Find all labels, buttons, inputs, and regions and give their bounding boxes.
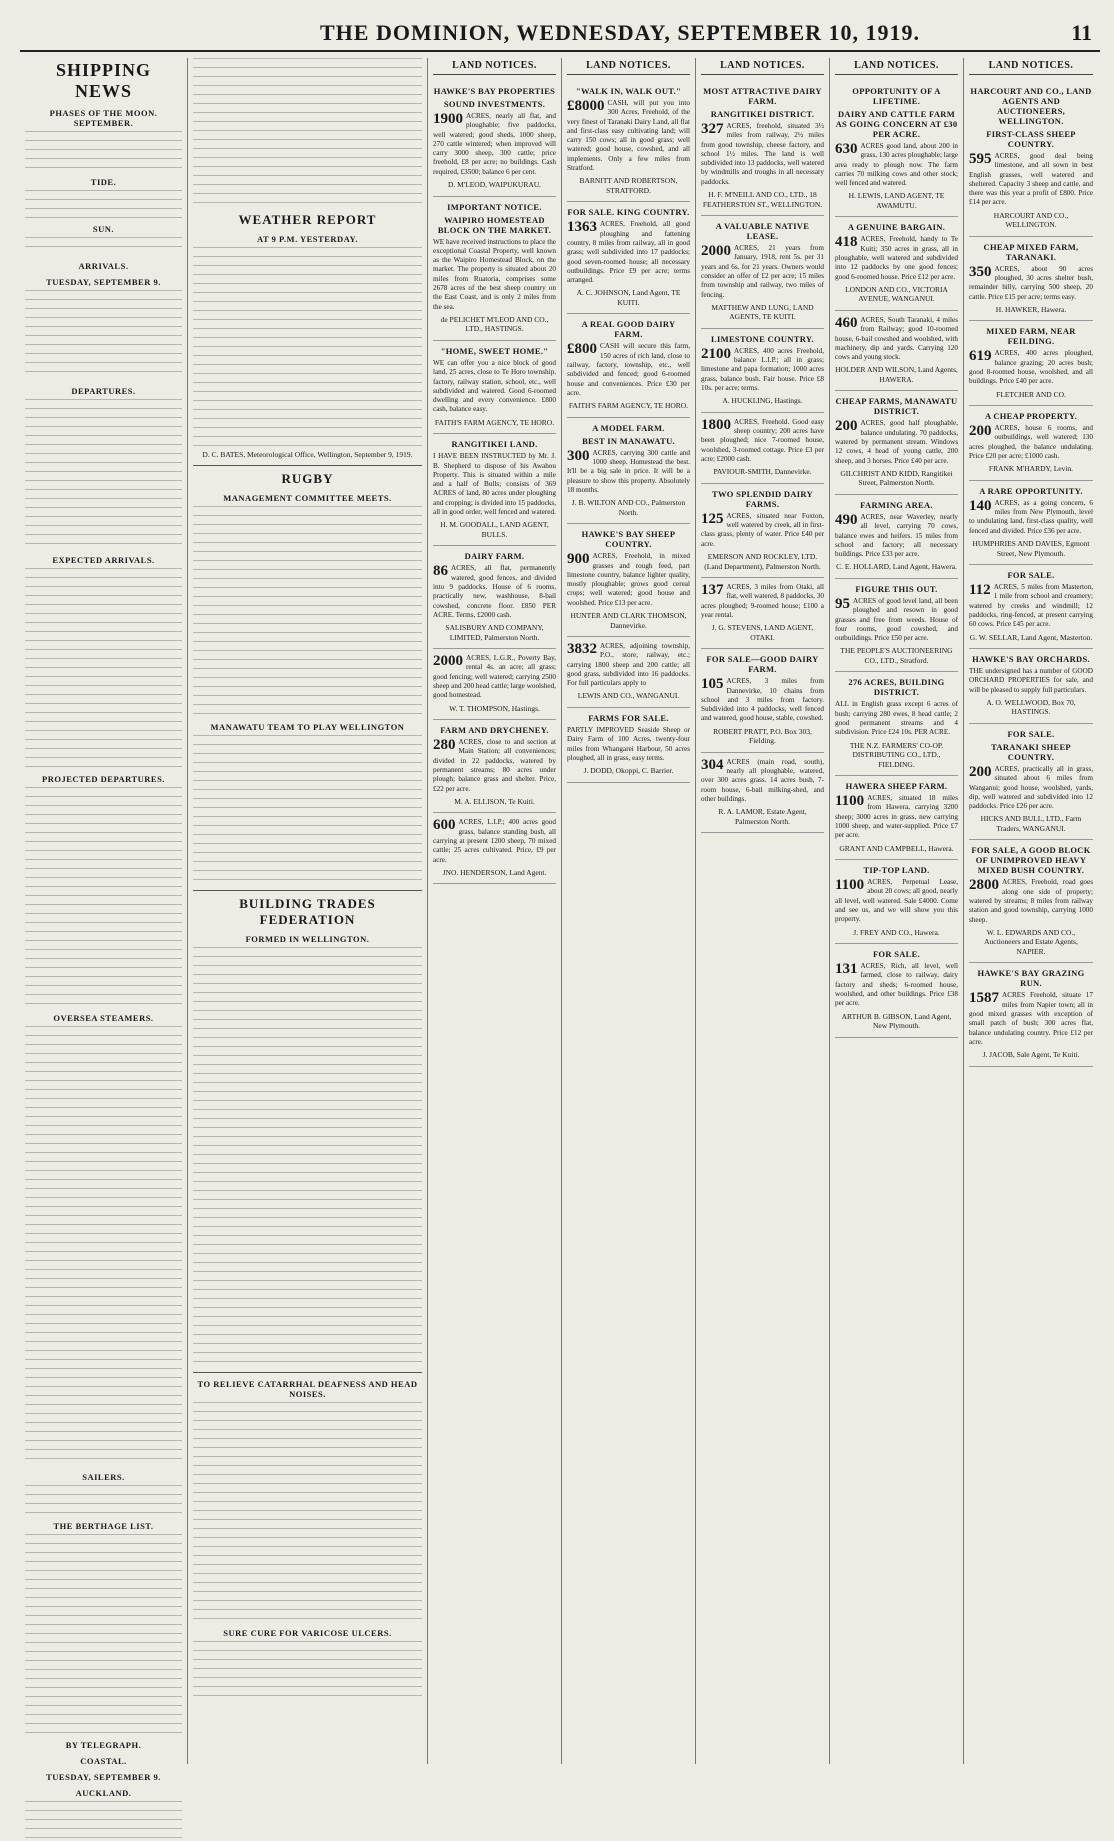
- notice-body: [835, 316, 958, 362]
- notice-text: CASH will secure this farm, 150 acres of rich land, close to railway, factory, township, etc., well subdivided and fenced; good 6-roomed house and conveniences. Price £30 per acre.: [567, 342, 690, 397]
- notice-lead-number: 140: [969, 497, 992, 514]
- notice-lead-number: 327: [701, 121, 724, 137]
- notice-body: [701, 418, 824, 464]
- land-notice: [969, 840, 1093, 963]
- notice-signature: W. L. EDWARDS AND CO., Auctioneers and Estate Agents, NAPIER.: [984, 927, 1078, 956]
- notice-signature: BARNITT AND ROBERTSON, STRATFORD.: [579, 176, 678, 195]
- notice-title: HAWERA SHEEP FARM.: [845, 781, 948, 792]
- notice-title: FOR SALE.: [1007, 570, 1055, 581]
- notice-signature: H. M. GOODALL, LAND AGENT, BULLS.: [440, 520, 549, 539]
- notice-title: IMPORTANT NOTICE.: [447, 201, 542, 212]
- notice-title: A REAL GOOD DAIRY FARM.: [581, 319, 676, 340]
- land-notice: [969, 237, 1093, 322]
- notice-body: [969, 265, 1093, 302]
- notice-body: [433, 452, 556, 517]
- notice-lead-number: 619: [969, 348, 992, 365]
- notice-title: LIMESTONE COUNTRY.: [711, 333, 814, 344]
- notice-signature: M. A. ELLISON, Te Kuiti.: [454, 796, 535, 806]
- notice-signature: J. G. STEVENS, LAND AGENT, OTAKI.: [711, 623, 814, 642]
- shipping-title: SHIPPING NEWS: [55, 60, 151, 101]
- notice-text: ACRES, L.I.P.; 400 acres good grass, balance standing bush, all carrying at present 1200 sheep, 70 mixed cattle; 25 acres cultivated. Price, £9 per acre.: [433, 818, 556, 864]
- notice-subtitle: SOUND INVESTMENTS.: [443, 99, 546, 109]
- notice-title: TWO SPLENDID DAIRY FARMS.: [712, 488, 813, 509]
- notice-title: A CHEAP PROPERTY.: [984, 411, 1078, 422]
- land-header: LAND NOTICES.: [433, 58, 556, 75]
- land-notice: [969, 81, 1093, 237]
- notice-title: A RARE OPPORTUNITY.: [979, 485, 1083, 496]
- notice-text: ACRES of good level land, all been ploughed and resown in good grasses and free from weeds. House of four rooms, good cowshed, and outbuildings. Price £50 per acre.: [835, 596, 958, 643]
- land-notice: [969, 406, 1093, 481]
- land-notice: [567, 202, 690, 314]
- notice-body: [433, 654, 556, 700]
- land-notice: [969, 321, 1093, 406]
- notice-title: FOR SALE. KING COUNTRY.: [567, 207, 690, 218]
- notice-body: [835, 597, 958, 643]
- notice-title: FARMS FOR SALE.: [588, 712, 669, 723]
- notice-text: ACRES, situated near Foxton, well watered by creek, all in first-class grass, plenty of water. Price £40 per acre.: [701, 511, 824, 548]
- notice-signature: A. HUCKLING, Hastings.: [722, 396, 803, 406]
- notice-text: ACRES, house 6 rooms, and outbuildings, well watered; 130 acres ploughed, the balance undulating. Price £20 per acre; £1000 cash.: [969, 424, 1093, 461]
- notice-signature: J. JACOB, Sale Agent, Te Kuiti.: [982, 1050, 1080, 1060]
- notice-signature: GILCHRIST AND KIDD, Rangitikei Street, Palmerston North.: [840, 468, 953, 488]
- land-column-3: [428, 58, 562, 1764]
- notice-signature: H. F. M'NEILL AND CO., LTD., 18 FEATHERSTON ST., WELLINGTON.: [702, 190, 823, 209]
- notice-signature: J. B. WILTON AND CO., Palmerston North.: [571, 498, 686, 517]
- notice-body: [969, 667, 1093, 695]
- moon-heading: PHASES OF THE MOON. SEPTEMBER.: [49, 108, 158, 128]
- notice-body: [835, 962, 958, 1008]
- notice-text: ACRES, nearly all flat, and ploughable; five paddocks, well watered; good sheds, 1000 sheep, 270 cattle wintered; when improved will carry 3000 sheep, 300 cattle; price freehold, £8 per acre; no buildings. Cash required, £3500; balance 6 per cent.: [433, 112, 556, 176]
- notice-title: DAIRY FARM.: [464, 551, 525, 562]
- land-header: LAND NOTICES.: [835, 58, 958, 75]
- notice-signature: FRANK M'HARDY, Levin.: [988, 464, 1074, 474]
- notice-text: ACRES, 21 years from January, 1918, rent 5s. per 31 years and 6s. for 21 years. Owners would consider an offer of £2 per acre; 15 miles from township and railway, two miles of fencing.: [701, 244, 824, 299]
- land-notice: [567, 637, 690, 708]
- berthage-heading: THE BERTHAGE LIST.: [53, 1521, 154, 1531]
- land-notice: [835, 391, 958, 494]
- notice-body: [969, 349, 1093, 386]
- notice-subtitle: TARANAKI SHEEP COUNTRY.: [991, 741, 1071, 762]
- notice-body: [701, 347, 824, 393]
- notice-signature: THE PEOPLE'S AUCTIONEERING CO., LTD., Stratford.: [840, 646, 953, 665]
- notice-title: FARMING AREA.: [860, 499, 933, 510]
- expected-heading: EXPECTED ARRIVALS.: [52, 555, 155, 565]
- land-notice: [567, 708, 690, 783]
- land-notice: [701, 484, 824, 578]
- notice-body: [969, 765, 1093, 811]
- notice-lead-number: 1363: [567, 219, 597, 236]
- land-notice: [701, 413, 824, 484]
- notice-lead-number: 418: [835, 234, 858, 251]
- notice-signature: ARTHUR B. GIBSON, Land Agent, New Plymouth.: [841, 1011, 952, 1031]
- building-subtitle: FORMED IN WELLINGTON.: [245, 933, 370, 944]
- land-notice: [969, 481, 1093, 565]
- notice-lead-number: 490: [835, 511, 858, 528]
- notice-body: [835, 513, 958, 559]
- notice-text: ACRES, near Waverley, nearly all level, carrying 70 cows, balance ewes and heifers. 15 miles from school and factory; all necessary buildings. Price £33 per acre.: [835, 512, 958, 559]
- notice-signature: H. LEWIS, LAND AGENT, TE AWAMUTU.: [848, 191, 945, 210]
- notice-text: ALL in English grass except 6 acres of bush; carrying 280 ewes, 8 head cattle; 2 good permanent streams and 4 subdivision. Price £24 10s. PER ACRE.: [835, 700, 958, 737]
- rugby-subtitle: MANAGEMENT COMMITTEE MEETS.: [223, 492, 392, 503]
- land-notice: [701, 753, 824, 833]
- notice-body: [433, 112, 556, 177]
- coastal-heading: COASTAL.: [80, 1756, 127, 1766]
- building-title: BUILDING TRADES FEDERATION: [239, 895, 376, 927]
- land-notice: [433, 813, 556, 884]
- notice-body: [701, 758, 824, 804]
- notice-body: [433, 359, 556, 415]
- land-column-7: [964, 58, 1098, 1764]
- land-column-4: [562, 58, 696, 1764]
- masthead-title: THE DOMINION, WEDNESDAY, SEPTEMBER 10, 1919.: [320, 20, 921, 45]
- notice-body: [835, 235, 958, 281]
- land-notice: [433, 546, 556, 649]
- notice-text: ACRES, 5 miles from Masterton, 1 mile from school and creamery; watered by creeks and windmill; 12 paddocks, ring-fenced, at present carrying 60 cows. Price £45 per acre.: [969, 583, 1093, 629]
- land-notice: [433, 81, 556, 197]
- land-notice: [969, 963, 1093, 1066]
- notice-lead-number: 1587: [969, 990, 999, 1007]
- catarrh-title: TO RELIEVE CATARRHAL DEAFNESS AND HEAD NOISES.: [197, 1378, 418, 1399]
- land-notice: [567, 524, 690, 637]
- notice-text: ACRES, about 90 acres ploughed, 30 acres shelter bush, remainder hilly, carrying 500 sheep, 20 cattle. Price £15 per acre; terms easy.: [969, 264, 1093, 301]
- land-notice: [835, 579, 958, 672]
- notice-signature: LONDON AND CO., VICTORIA AVENUE, WANGANUI.: [845, 284, 948, 304]
- notice-body: [835, 142, 958, 188]
- notice-lead-number: £800: [567, 341, 597, 358]
- notice-title: FOR SALE.: [1007, 728, 1055, 739]
- notice-text: ACRES, Freehold. Good easy sheep country; 200 acres have been ploughed; nice 7-roomed house, woolshed, 3-roomed cottage. Price £3 per acre; £2000 cash.: [701, 417, 824, 464]
- notice-text: ACRES, Freehold, road goes along one side of property; watered by streams; 8 miles from railway station and good township, carrying 1000 sheep.: [969, 878, 1093, 924]
- notice-title: FOR SALE, A GOOD BLOCK OF UNIMPROVED HEAVY MIXED BUSH COUNTRY.: [971, 845, 1091, 876]
- notice-body: [567, 449, 690, 495]
- departures-heading: DEPARTURES.: [71, 386, 136, 396]
- notice-signature: FAITH'S FARM AGENCY, TE HORO.: [434, 417, 555, 427]
- sun-heading: SUN.: [92, 224, 115, 234]
- notice-lead-number: 1800: [701, 416, 731, 433]
- notice-signature: H. HAWKER, Hawera.: [995, 304, 1067, 314]
- notice-lead-number: 2000: [433, 653, 463, 670]
- page-number: 11: [1071, 20, 1092, 45]
- arrivals-heading: ARRIVALS.: [78, 261, 129, 271]
- notice-lead-number: 2100: [701, 345, 731, 362]
- land-column-5: [696, 58, 830, 1764]
- notice-signature: HUMPHRIES AND DAVIES, Egmont Street, New Plymouth.: [972, 539, 1090, 558]
- land-notice: [835, 776, 958, 860]
- notice-lead-number: 600: [433, 817, 456, 834]
- notice-body: [433, 818, 556, 864]
- projected-heading: PROJECTED DEPARTURES.: [42, 774, 165, 784]
- land-notice: [433, 341, 556, 434]
- notice-signature: R. A. LAMOR, Estate Agent, Palmerston North.: [718, 807, 807, 826]
- sailers-heading: SAILERS.: [82, 1472, 125, 1482]
- notice-lead-number: 2800: [969, 877, 999, 894]
- notice-text: ACRES, Rich, all level, well farmed, close to railway, dairy factory and sheds; 6-roomed house, woolshed, and other buildings. Price £38 per acre.: [835, 962, 958, 1008]
- land-notice: [433, 720, 556, 813]
- notice-signature: PAVIOUR-SMITH, Dannevirke.: [713, 467, 812, 477]
- notice-title: HAWKE'S BAY ORCHARDS.: [972, 654, 1090, 665]
- telegraph-heading: BY TELEGRAPH.: [65, 1740, 142, 1750]
- notice-title: HAWKE'S BAY SHEEP COUNTRY.: [581, 529, 676, 550]
- notice-signature: FLETCHER AND CO.: [996, 389, 1066, 399]
- notice-lead-number: 900: [567, 551, 590, 568]
- weather-sign: D. C. BATES, Meteorological Office, Wellington, September 9, 1919.: [202, 450, 413, 459]
- notice-lead-number: 3832: [567, 641, 597, 657]
- news-column: [188, 58, 428, 1764]
- land-notice: [701, 329, 824, 413]
- notice-lead-number: 300: [567, 447, 590, 464]
- notice-text: ACRES, adjoining township, P.O., store, railway, etc.; carrying 1800 sheep and 200 cattle; all good grass, subdivided into 16 paddocks. For full particulars apply to: [567, 642, 690, 688]
- notice-title: HAWKE'S BAY GRAZING RUN.: [977, 968, 1085, 989]
- notice-signature: SALISBURY AND COMPANY, LIMITED, Palmerston North.: [445, 623, 544, 642]
- notice-body: [969, 424, 1093, 461]
- notice-signature: HOLDER AND WILSON, Land Agents, HAWERA.: [835, 365, 958, 384]
- notice-text: ACRES, Freehold, in mixed grasses and rough feed, part limestone country, balance lighter quality, mostly ploughable; grows good cereal crops; well watered; good house and woolshed. Price £13 per acre.: [567, 552, 690, 607]
- notice-body: [567, 642, 690, 688]
- notice-signature: HUNTER AND CLARK THOMSON, Dannevirke.: [570, 611, 687, 630]
- notice-body: [835, 700, 958, 737]
- notice-text: WE have received instructions to place the exceptional Coastal Property, well known as the Waipiro Homestead Block, on the market. The property is situated about 20 miles from Ruatoria, comprises some 2678 acres of the best sheep country on the East Coast, and is only 2 miles from the sea.: [433, 237, 556, 311]
- notice-lead-number: 595: [969, 151, 992, 167]
- notice-text: ACRES, freehold, situated 3½ miles from railway, 2½ miles from good township, cheese factory, and school 1½ miles. The land is well subdivided into 13 paddocks, well watered by windmills and troughs in all necessary paddocks.: [701, 122, 824, 186]
- notice-title: CHEAP MIXED FARM, TARANAKI.: [983, 241, 1079, 262]
- notice-text: ACRES, 3 miles from Dannevirke, 10 chains from school and 3 miles from factory. Subdivided into 4 paddocks, well fenced and watered, good house, stable, cowshed.: [701, 677, 824, 723]
- notice-body: [701, 244, 824, 300]
- land-notice: [701, 81, 824, 216]
- notice-lead-number: 1900: [433, 111, 463, 127]
- notice-title: MOST ATTRACTIVE DAIRY FARM.: [703, 86, 822, 106]
- notice-body: [567, 552, 690, 608]
- notice-body: [969, 152, 1093, 208]
- notice-body: [701, 512, 824, 549]
- notice-body: [969, 583, 1093, 629]
- notice-signature: G. W. SELLAR, Land Agent, Masterton.: [969, 632, 1093, 642]
- notice-text: ACRES, Freehold, handy to Te Kuiti; 350 acres in grass, all in ploughable, well watered and subdivided into 12 paddocks by one good fences; good 6-roomed house. Price £12 per acre.: [835, 235, 958, 281]
- land-notice: [701, 649, 824, 752]
- notice-lead-number: 630: [835, 141, 858, 157]
- notice-title: MIXED FARM, NEAR FEILDING.: [986, 326, 1076, 347]
- notice-body: [433, 564, 556, 620]
- notice-lead-number: 304: [701, 756, 724, 773]
- notice-text: ACRES, good half ploughable, balance undulating. 70 paddocks, watered by permanent stream. Windows 12 cows, 4 head of young cattle, 200 sheep, and 3 horses. Price £40 per acre.: [835, 419, 958, 465]
- notice-text: ACRES, South Taranaki, 4 miles from Railway; good 10-roomed house, 6-bail cowshed and woolshed, with machinery, dip and yards. Carrying 120 cows and young stock.: [835, 315, 958, 362]
- notice-text: WE can offer you a nice block of good land, 25 acres, close to Te Horo township, factory, railway station, school, etc., well subdivided and watered. Good 6-roomed dwelling and every convenience. £800 cash, balance easy.: [433, 358, 556, 414]
- tide-heading: TIDE.: [90, 177, 117, 187]
- weather-subtitle: AT 9 P.M. YESTERDAY.: [256, 234, 358, 244]
- notice-text: ACRES (main road, south), nearly all ploughable, watered, over 300 acres grass. 14 acres bush, 7-room house, 6-bail milking-shed, and other buildings.: [701, 757, 824, 803]
- notice-signature: GRANT AND CAMPBELL, Hawera.: [839, 843, 954, 853]
- notice-lead-number: 350: [969, 263, 992, 280]
- land-notice: [567, 314, 690, 417]
- notice-subtitle: WAIPIRO HOMESTEAD BLOCK ON THE MARKET.: [437, 214, 552, 235]
- notice-title: FOR SALE.: [872, 949, 921, 960]
- land-notice: [567, 418, 690, 524]
- notice-title: OPPORTUNITY OF A LIFETIME.: [852, 86, 941, 106]
- notice-lead-number: 105: [701, 676, 724, 693]
- land-notice: [969, 565, 1093, 649]
- notice-signature: J. DODD, Okoppi, C. Barrier.: [583, 766, 674, 776]
- notice-lead-number: 86: [433, 563, 448, 580]
- notice-signature: HICKS AND BULL, LTD., Farm Traders, WANGANUI.: [980, 814, 1082, 833]
- notice-signature: EMERSON AND ROCKLEY, LTD. (Land Department), Palmerston North.: [704, 552, 821, 571]
- notice-signature: de PELICHET M'LEOD AND CO., LTD., HASTINGS.: [440, 314, 549, 334]
- notice-lead-number: 95: [835, 595, 850, 612]
- notice-text: ACRES, good deal being limestone, and all sown in best English grasses, well watered and sheltered. Capacity 3 sheep and cattle, and there was this year a profit of £800. Price £14 per acre.: [969, 152, 1093, 207]
- notice-subtitle: RANGITIKEI DISTRICT.: [710, 109, 815, 119]
- land-notice: [835, 81, 958, 217]
- notice-body: [567, 726, 690, 763]
- auckland-heading: AUCKLAND.: [75, 1788, 132, 1798]
- notice-signature: W. T. THOMPSON, Hastings.: [449, 703, 540, 713]
- notice-text: ACRES, 400 acres ploughed, balance grazing; 20 acres bush; good 8-roomed house, woolshed, and all buildings. Price £40 per acre.: [969, 349, 1093, 386]
- weather-title: WEATHER REPORT: [238, 212, 377, 227]
- notice-subtitle: DAIRY AND CATTLE FARM AS GOING CONCERN AT £30 PER ACRE.: [835, 109, 958, 139]
- notice-text: ACRES, Freehold, all good ploughing and fattening country, 8 miles from railway, all in good grass; well subdivided into 17 paddocks; good seven-roomed house; all necessary outbuildings. Price £9 per acre; terms arranged.: [567, 220, 690, 285]
- notice-lead-number: 131: [835, 961, 858, 978]
- land-notice: [433, 649, 556, 720]
- land-notice: [969, 649, 1093, 724]
- notice-body: [701, 583, 824, 620]
- notice-title: A MODEL FARM.: [592, 422, 665, 433]
- notice-signature: J. FREY AND CO., Hawera.: [853, 927, 940, 937]
- notice-body: [567, 99, 690, 173]
- notice-signature: C. E. HOLLARD, Land Agent, Hawera.: [836, 562, 957, 572]
- notice-body: [835, 878, 958, 924]
- notice-lead-number: 1100: [835, 793, 865, 810]
- notice-title: RANGITIKEI LAND.: [451, 439, 538, 450]
- notice-body: [835, 419, 958, 465]
- land-notice: [701, 216, 824, 329]
- oversea-heading: OVERSEA STEAMERS.: [53, 1013, 154, 1023]
- notice-title: HAWKE'S BAY PROPERTIES: [433, 86, 556, 96]
- land-notice: [567, 81, 690, 202]
- notice-text: ACRES, as a going concern, 6 miles from New Plymouth, level to undulating land, first-class quality, well fenced and divided. Price £36 per acre.: [969, 498, 1093, 535]
- land-notice: [835, 672, 958, 776]
- notice-body: [567, 342, 690, 398]
- notice-text: PARTLY IMPROVED Seaside Sheep or Dairy Farm of 100 Acres, twenty-four miles from Whangarei Harbour, 50 acres ploughed, all in grass, easy terms.: [567, 725, 690, 762]
- notice-title: A VALUABLE NATIVE LEASE.: [715, 221, 810, 242]
- notice-subtitle: FIRST-CLASS SHEEP COUNTRY.: [986, 129, 1076, 149]
- notice-text: THE undersigned has a number of GOOD ORCHARD PROPERTIES for sale, and will be pleased to supply full particulars.: [969, 667, 1093, 694]
- land-notice: [701, 578, 824, 649]
- notice-title: FARM AND DRYCHENEY.: [440, 725, 549, 736]
- notice-body: [969, 499, 1093, 536]
- notice-signature: ROBERT PRATT, P.O. Box 303, Fielding.: [713, 726, 812, 746]
- notice-signature: LEWIS AND CO., WANGANUI.: [577, 691, 680, 701]
- land-notice: [433, 197, 556, 341]
- notice-signature: THE N.Z. FARMERS' CO-OP. DISTRIBUTING CO., LTD., FIELDING.: [849, 740, 944, 769]
- notice-text: ACRES, 3 miles from Otaki, all flat, well watered, 8 paddocks, 30 acres ploughed; 9-roomed house; £100 a year rental.: [701, 583, 824, 619]
- notice-signature: HARCOURT AND CO., WELLINGTON.: [993, 210, 1069, 230]
- notice-title: FOR SALE—GOOD DAIRY FARM.: [706, 654, 819, 675]
- notice-lead-number: 2000: [701, 243, 731, 260]
- land-notice: [835, 311, 958, 391]
- notice-text: ACRES, practically all in grass, situated about 6 miles from Wanganui; good house, woolshed, yards, dip, well watered and subdivided into 12 paddocks. Price £26 per acre.: [969, 764, 1093, 811]
- notice-lead-number: 1100: [835, 877, 865, 894]
- notice-title: "HOME, SWEET HOME.": [440, 345, 549, 356]
- land-column-6: [830, 58, 964, 1764]
- notice-body: [969, 991, 1093, 1047]
- notice-subtitle: BEST IN MANAWATU.: [582, 435, 675, 446]
- notice-text: CASH, will put you into 300 Acres, Freehold, of the very finest of Taranaki Dairy Land, all flat and first-class easy cultivating land; will carry 150 cows; all in good grass; well watered; good house, cowshed, and all implements. Only a few miles from Stratford.: [567, 99, 690, 173]
- land-header: LAND NOTICES.: [567, 58, 690, 75]
- notice-text: ACRES, situated 18 miles from Hawera, carrying 3200 sheep; 3000 acres in grass, new carrying 1000 sheep, and water-supplied. Price £7 per acre.: [835, 794, 958, 840]
- notice-text: ACRES Freehold, situate 17 miles from Napier town; all in good mixed grasses with exception of small patch of bush; 300 acres flat, balance undulating country. Price £12 per acre.: [969, 991, 1093, 1046]
- notice-title: A GENUINE BARGAIN.: [847, 222, 946, 233]
- manawatu-title: MANAWATU TEAM TO PLAY WELLINGTON: [210, 721, 405, 732]
- ulcers-title: SURE CURE FOR VARICOSE ULCERS.: [223, 1627, 392, 1638]
- notice-body: [567, 220, 690, 285]
- coastal-date: TUESDAY, SEPTEMBER 9.: [46, 1772, 161, 1782]
- land-notice: [433, 434, 556, 546]
- land-header: LAND NOTICES.: [969, 58, 1093, 75]
- notice-body: [835, 794, 958, 840]
- notice-body: [701, 677, 824, 723]
- notice-text: ACRES, all flat, permanently watered, good fences, and divided into 9 paddocks. House of 6 rooms, practically new, washhouse, 8-bail cowshed, concrete floor. £850 PER ACRE. Terms, £2000 cash.: [433, 564, 556, 619]
- notice-title: CHEAP FARMS, MANAWATU DISTRICT.: [835, 396, 958, 417]
- notice-text: ACRES good land, about 200 in grass, 130 acres ploughable; large area ready to plough now. The farm carries 70 milking cows and other stock; well fenced and watered.: [835, 142, 958, 188]
- land-notice: [835, 217, 958, 310]
- land-notice: [835, 944, 958, 1037]
- notice-text: ACRES, close to and section at Main Station; all conveniences; divided in 22 paddocks, watered by permanent streams; 80 acres under plough; balance grass and shelter. Price, £22 per acre.: [433, 738, 556, 793]
- rugby-title: RUGBY: [281, 470, 334, 486]
- notice-text: ACRES, 400 acres Freehold, balance L.I.P.; all in grass; limestone and papa formation; 1000 acres grass, balance bush. Fair house. Price £8 10s. per acre; terms.: [701, 346, 824, 393]
- notice-text: ACRES, Perpetual Lease, about 20 cows; all good, nearly all level, well watered. Sale £4000. Come and see us, and we will show you this property.: [835, 878, 958, 924]
- notice-lead-number: 200: [969, 423, 992, 440]
- notice-title: FIGURE THIS OUT.: [855, 583, 938, 594]
- notice-signature: MATTHEW AND LUNG, LAND AGENTS, TE KUITI.: [711, 302, 814, 322]
- notice-lead-number: 200: [969, 763, 992, 780]
- notice-body: [969, 878, 1093, 924]
- shipping-column: [20, 58, 188, 1798]
- notice-body: [433, 238, 556, 312]
- notice-body: [701, 122, 824, 187]
- notice-lead-number: 137: [701, 582, 724, 599]
- notice-title: HARCOURT AND CO., LAND AGENTS AND AUCTIONEERS, WELLINGTON.: [970, 86, 1092, 126]
- notice-title: TIP-TOP LAND.: [863, 865, 930, 876]
- notice-text: ACRES, L.G.R., Poverty Bay, rental 4s. an acre; all grass; good fencing; well watered; carrying 2500 sheep and 200 head cattle; large woolshed, good homestead.: [433, 654, 557, 700]
- notice-lead-number: 460: [835, 314, 858, 331]
- notice-lead-number: 125: [701, 510, 724, 527]
- notice-title: "WALK IN, WALK OUT.": [575, 86, 682, 96]
- notice-lead-number: 112: [969, 582, 991, 599]
- land-notice: [969, 724, 1093, 840]
- notice-lead-number: 280: [433, 737, 456, 754]
- land-notice: [835, 860, 958, 944]
- notice-signature: D. M'LEOD, WAIPUKURAU.: [447, 180, 542, 190]
- notice-lead-number: £8000: [567, 98, 605, 114]
- notice-body: [433, 738, 556, 794]
- masthead: [20, 10, 1100, 52]
- land-notice: [835, 495, 958, 579]
- notice-signature: A. C. JOHNSON, Land Agent, TE KUITI.: [576, 288, 681, 307]
- notice-lead-number: 200: [835, 418, 858, 435]
- notice-signature: A. O. WELLWOOD, Box 70, HASTINGS.: [986, 697, 1076, 717]
- notice-text: I HAVE BEEN INSTRUCTED by Mr. J. B. Shepherd to dispose of his Awahou Property. This is situated within a mile and a half of Bulls; consists of 369 ACRES of land, 80 acres under ploughing and cropping; is divided into 15 paddocks, all in good order, well fenced and watered.: [433, 452, 556, 517]
- notice-signature: FAITH'S FARM AGENCY, TE HORO.: [568, 401, 689, 411]
- notice-signature: JNO. HENDERSON, Land Agent.: [442, 867, 547, 877]
- arrivals-date: TUESDAY, SEPTEMBER 9.: [46, 277, 161, 287]
- notice-text: ACRES, carrying 300 cattle and 1000 sheep. Homestead the best. It'll be a big sale in price. It will be a pleasure to show this property. Absolutely 18 months.: [567, 448, 690, 494]
- notice-title: 276 ACRES, BUILDING DISTRICT.: [848, 677, 945, 698]
- land-header: LAND NOTICES.: [701, 58, 824, 75]
